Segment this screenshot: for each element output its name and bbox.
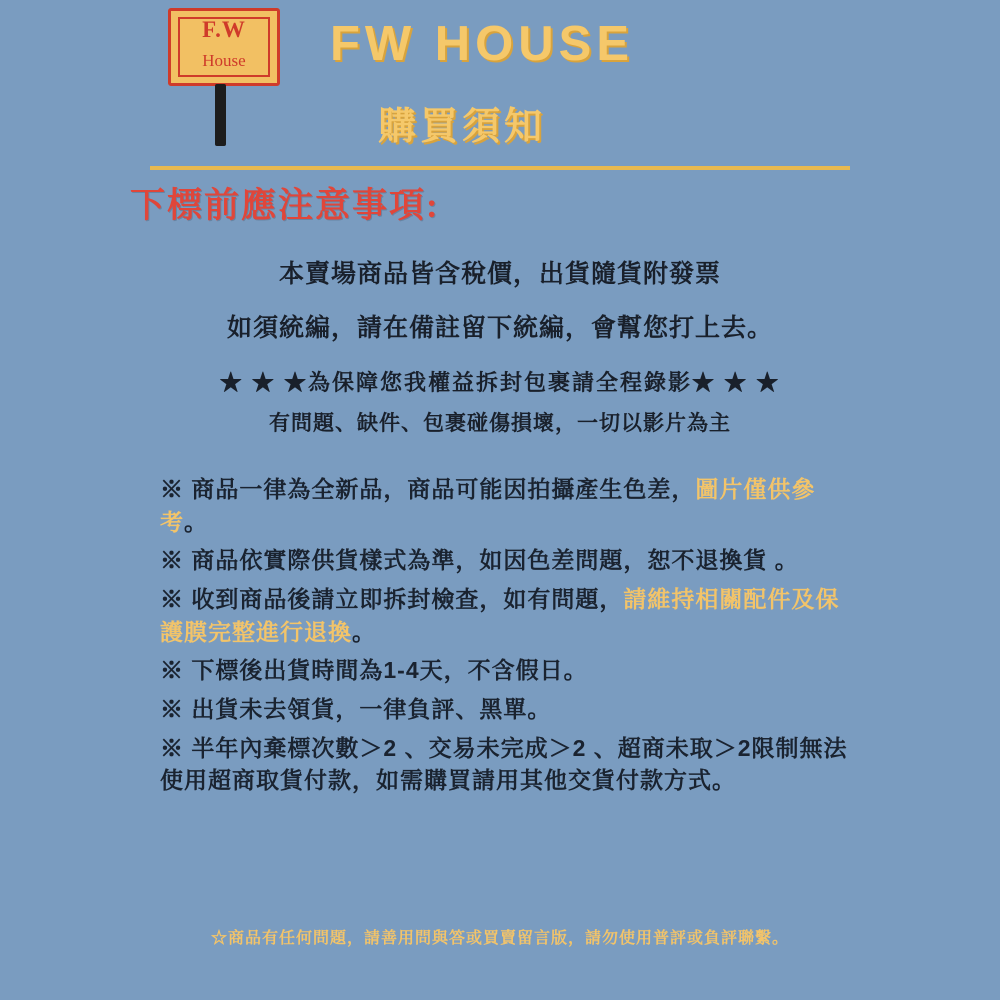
- rule-mark: ※: [160, 695, 184, 722]
- notice-line-1: 本賣場商品皆含稅價，出貨隨貨附發票: [278, 261, 721, 288]
- rule-text-end: 。: [184, 508, 208, 535]
- rule-mark: ※: [160, 476, 184, 502]
- logo: [168, 8, 288, 148]
- brand-name: FW HOUSE: [330, 17, 635, 71]
- rule-mark: ※: [160, 585, 184, 612]
- logo-line1: F.W: [202, 17, 246, 42]
- rule-text: 出貨未去領貨，一律負評、黑單。: [184, 695, 552, 722]
- rule-text: 商品一律為全新品，商品可能因拍攝產生色差，: [184, 476, 696, 502]
- page-content: [0, 178, 1000, 803]
- page-header: [0, 0, 1000, 165]
- rule-mark: ※: [160, 657, 184, 684]
- rule-text: 收到商品後請立即拆封檢查，如有問題，: [184, 585, 624, 612]
- notice-line-2: 如須統編，請在備註留下統編，會幫您打上去。: [226, 315, 773, 342]
- section-title: 下標前應注意事項:: [130, 186, 440, 225]
- rule-text: 半年內棄標次數＞2 、交易未完成＞2 、超商未取＞2限制無法使用超商取貨付款，如需購買請用其他交貨付款方式。: [160, 734, 848, 794]
- header-divider: [150, 166, 850, 170]
- page-title: 購買須知: [378, 106, 547, 148]
- notice-stars-line: ★ ★ ★為保障您我權益拆封包裹請全程錄影★ ★ ★: [219, 370, 781, 395]
- rules-list: [0, 473, 1000, 797]
- rule-item: [160, 693, 860, 726]
- logo-post-icon: [215, 84, 226, 146]
- logo-line2: House: [202, 51, 246, 70]
- notice-line-4: 有問題、缺件、包裹碰傷損壞，一切以影片為主: [269, 412, 731, 435]
- rule-highlight: 請維持相關配件及保護膜完整進行退換: [160, 585, 840, 645]
- rule-text: 下標後出貨時間為1-4天，不含假日。: [184, 657, 588, 684]
- rule-highlight: 圖片僅供參考: [160, 476, 816, 535]
- rule-text-end: 。: [352, 618, 376, 645]
- rule-item: [160, 544, 860, 577]
- rule-mark: ※: [160, 734, 184, 761]
- rule-item: [160, 583, 860, 648]
- rule-item: [160, 732, 860, 797]
- rule-item: [160, 654, 860, 687]
- footer-note: ☆商品有任何問題，請善用問與答或買賣留言版，請勿使用普評或負評聯繫。: [210, 930, 789, 947]
- rule-mark: ※: [160, 547, 184, 574]
- logo-sign-icon: [168, 8, 280, 86]
- rule-text: 商品依實際供貨樣式為準，如因色差問題，恕不退換貨 。: [184, 547, 799, 574]
- rule-item: [160, 473, 860, 538]
